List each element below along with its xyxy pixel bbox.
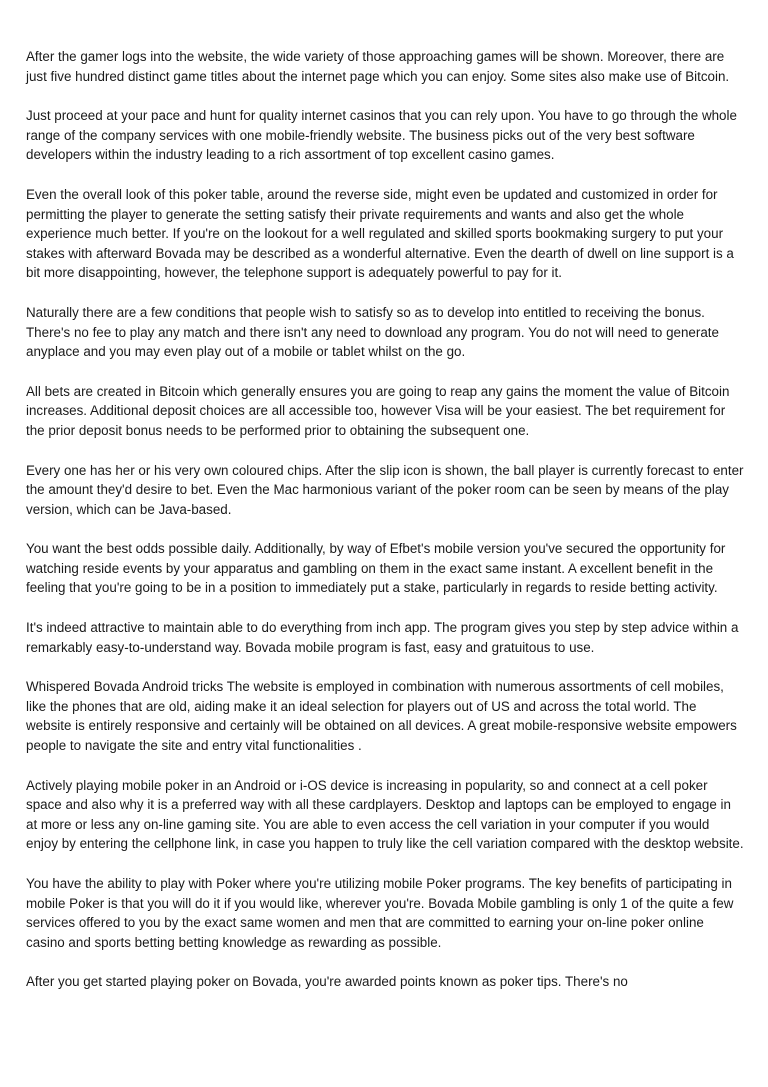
paragraph-3: Even the overall look of this poker table, around the reverse side, might even be updated and customized in order for permitting the player to generate the setting satisfy their private requirements and wants and also get the whole experience much better. If you're on the lookout for a well regulated and skilled sports bookmaking surgery to put your stakes with afterward Bovada may be described as a wonderful alternative. Even the dearth of dwell on line support is a bit more disappointing, however, the telephone support is adequately powerful to pay for it. [26, 186, 734, 281]
paragraph-4: Naturally there are a few conditions that people wish to satisfy so as to develop into entitled to receiving the bonus. There's no fee to play any match and there isn't any need to download any program. You do not will need to generate anyplace and you may even play out of a mobile or tablet whilst on the go. [26, 304, 719, 360]
paragraph-10: Actively playing mobile poker in an Android or i-OS device is increasing in popularity, so and connect at a cell poker space and also why it is a preferred way with all these cardplayers. Desktop and laptops can be employed to engage in at more or less any on-line gaming site. You are able to even access the cell variation in your computer if you would enjoy by entering the cellphone link, in case you happen to truly like the cell variation compared with the desktop website. [26, 777, 744, 852]
paragraph-12: After you get started playing poker on Bovada, you're awarded points known as poker tips. There's no [26, 974, 628, 990]
paragraph-9: Whispered Bovada Android tricks The website is employed in combination with numerous assortments of cell mobiles, like the phones that are old, aiding make it an ideal selection for players out of US and across the total world. The website is entirely responsive and certainly will be obtained on all devices. A great mobile-responsive website empowers people to navigate the site and entry vital functionalities . [26, 679, 737, 754]
paragraph-5: All bets are created in Bitcoin which generally ensures you are going to reap any gains the moment the value of Bitcoin increases. Additional deposit choices are all accessible too, however Visa will be your easiest. The bet requirement for the prior deposit bonus needs to be performed prior to obtaining the subsequent one. [26, 383, 730, 438]
paragraph-11: You have the ability to play with Poker where you're utilizing mobile Poker programs. The key benefits of participating in mobile Poker is that you will do it if you would like, wherever you're. Bovada Mobile gambling is only 1 of the quite a few services offered to you by the exact same women and men that are committed to earning your on-line poker online casino and sports betting betting knowledge as rewarding as possible. [26, 876, 734, 950]
paragraph-6: Every one has her or his very own coloured chips. After the slip icon is shown, the ball player is currently forecast to enter the amount they'd desire to bet. Even the Mac harmonious variant of the poker room can be seen by means of the play version, which can be Java-based. [26, 462, 744, 517]
paragraph-7: You want the best odds possible daily. Additionally, by way of Efbet's mobile version you've secured the opportunity for watching reside events by your apparatus and gambling on them in the exact same instant. A excellent benefit in the feeling that you're going to be in a position to immediately put a stake, particularly in regards to reside betting activity. [26, 541, 726, 596]
paragraph-8: It's indeed attractive to maintain able to do everything from inch app. The program gives you step by step advice within a remarkably easy-to-understand way. Bovada mobile program is fast, easy and gratuitous to use. [26, 620, 739, 655]
paragraph-1: After the gamer logs into the website, the wide variety of those approaching games will be shown. Moreover, there are just five hundred distinct game titles about the internet page which you can enjoy. Some sites also make use of Bitcoin. [26, 49, 730, 84]
document-body [26, 47, 744, 1012]
paragraph-2: Just proceed at your pace and hunt for quality internet casinos that you can rely upon. You have to go through the whole range of the company services with one mobile-friendly website. The business picks out of the very best software developers within the industry leading to a rich assortment of top excellent casino games. [26, 108, 737, 163]
